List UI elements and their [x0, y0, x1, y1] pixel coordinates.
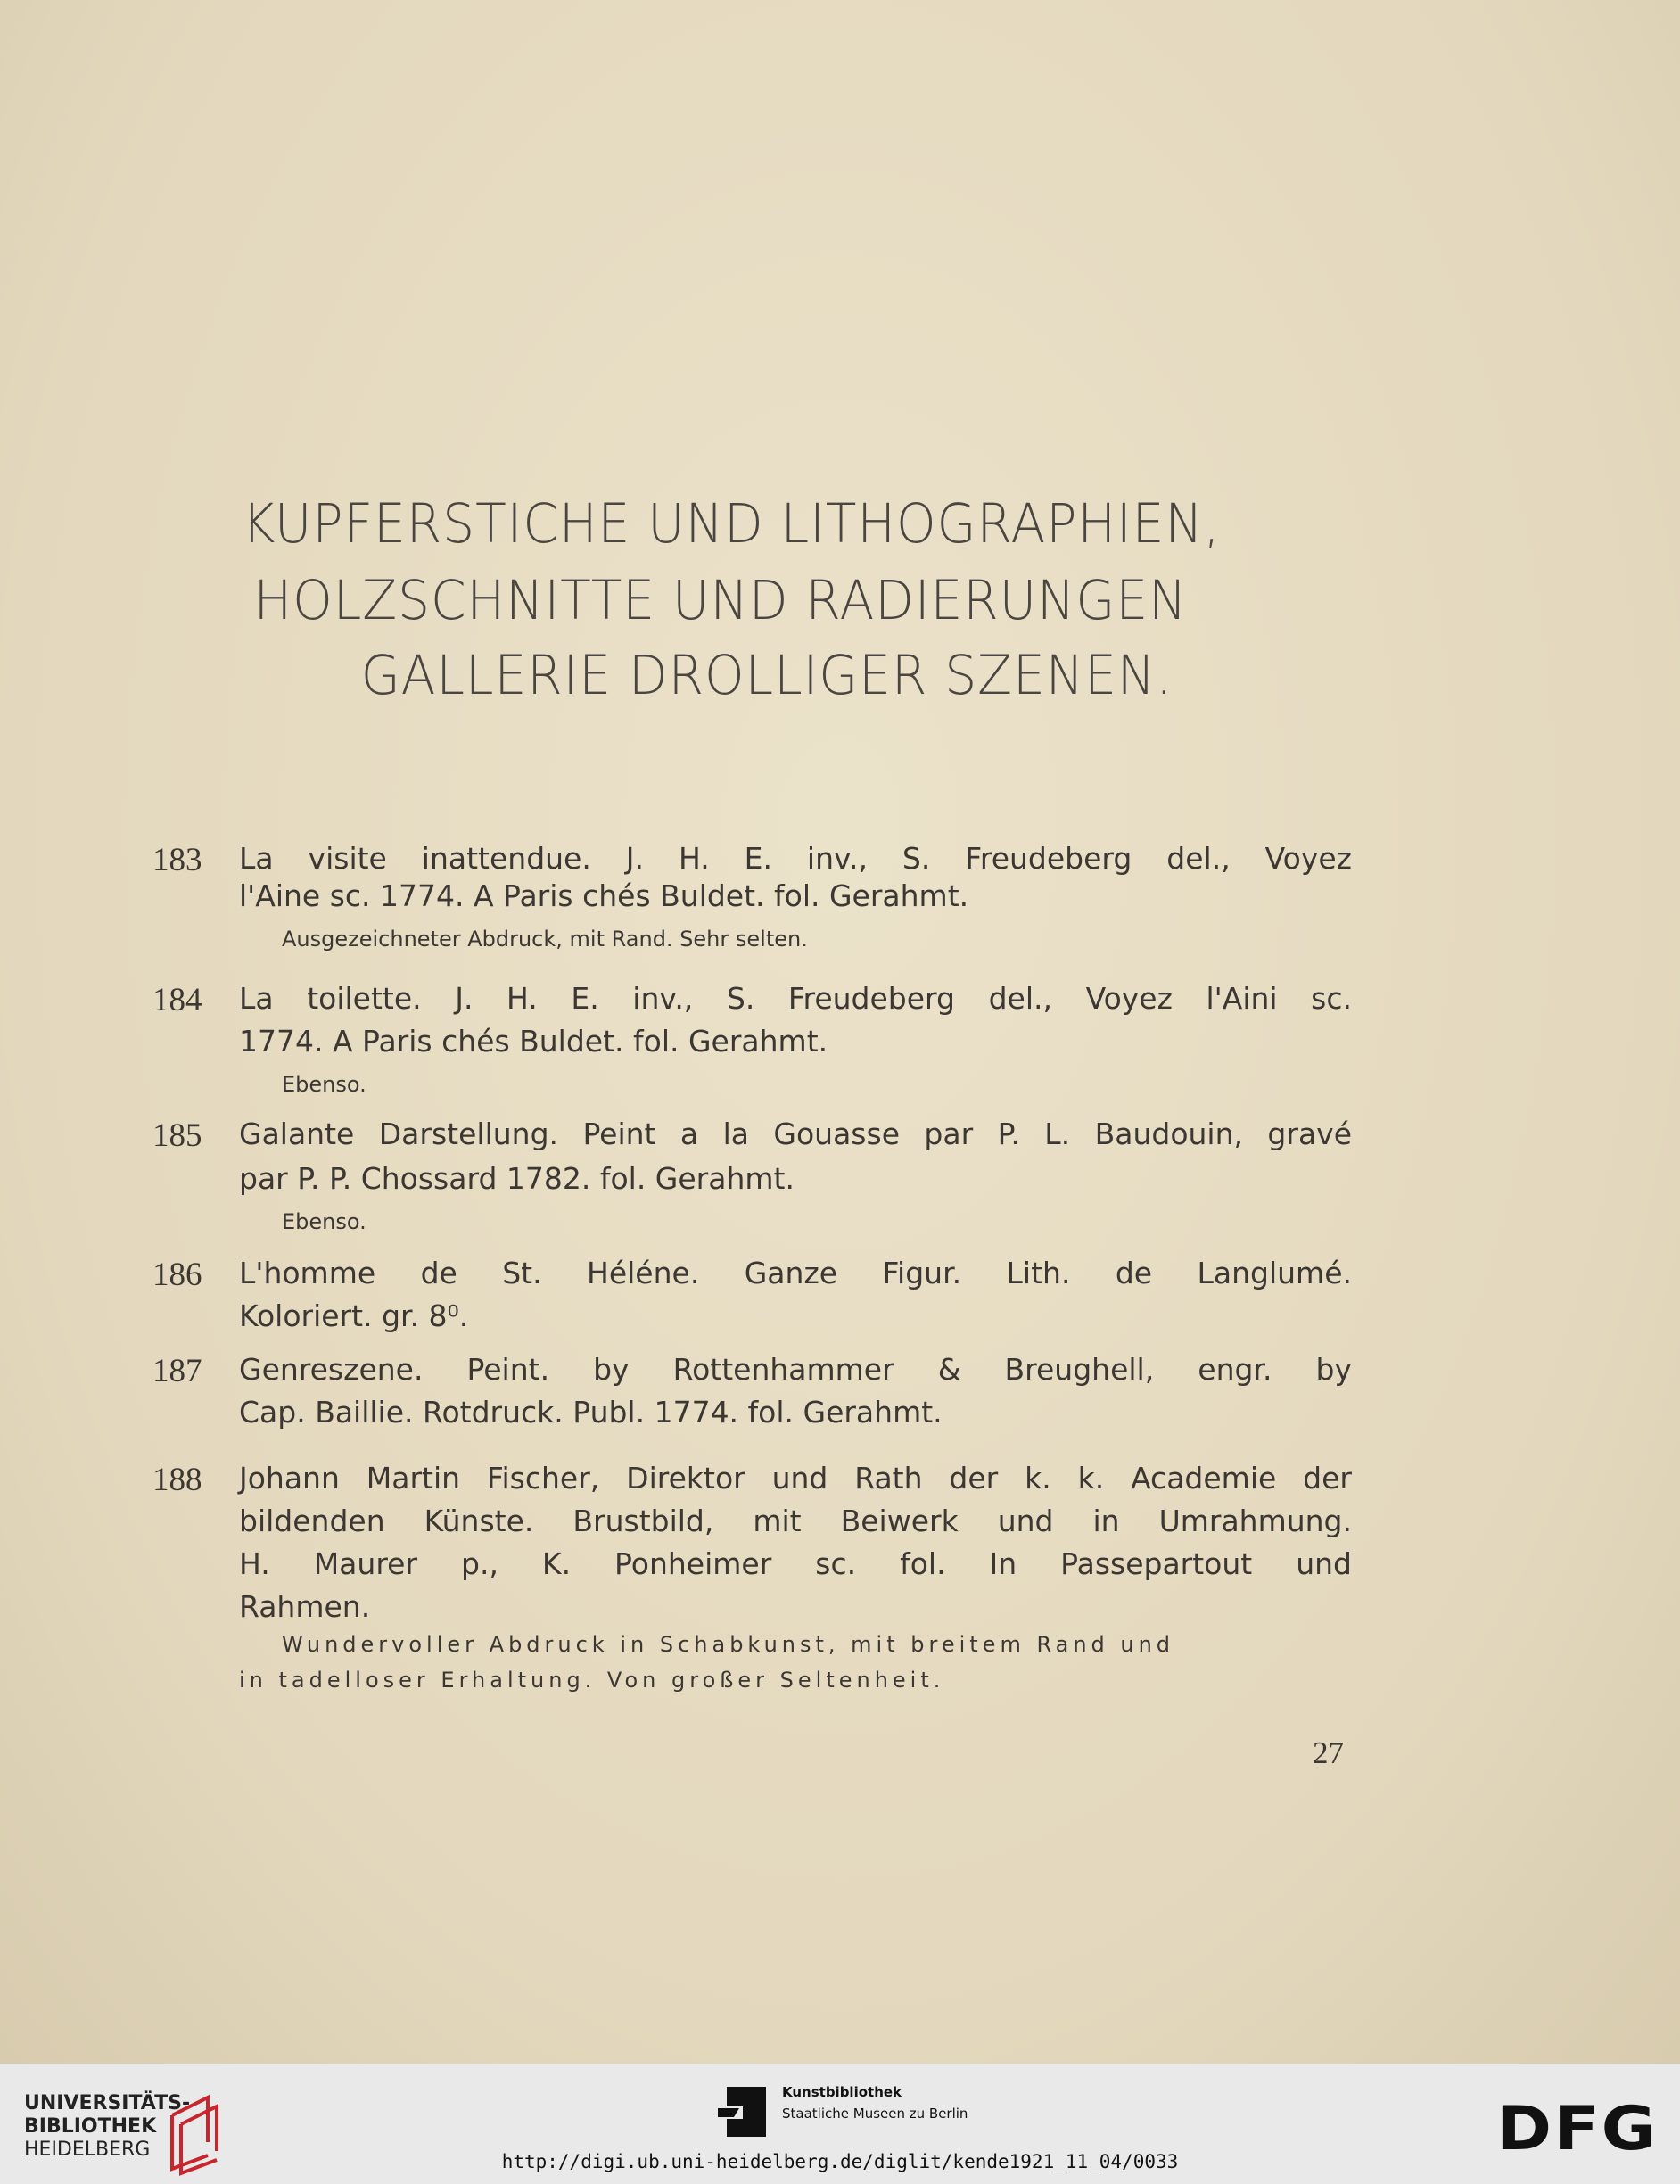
- entry-number: 184: [152, 982, 202, 1018]
- entry-text-line: Johann Martin Fischer, Direktor und Rath der k. k. Academie der: [239, 1461, 1352, 1496]
- entry-text-line: H. Maurer p., K. Ponheimer sc. fol. In Passepartout und: [239, 1546, 1352, 1581]
- ub-logo-line: UNIVERSITÄTS-: [24, 2092, 191, 2114]
- page-number: 27: [1313, 1735, 1344, 1770]
- entry-text-line: L'homme de St. Héléne. Ganze Figur. Lith. de Langlumé.: [239, 1256, 1352, 1290]
- viewer-footer: [0, 2064, 1680, 2184]
- title-line-2: HOLZSCHNITTE UND RADIERUNGEN: [253, 569, 1188, 632]
- entry-text-line: La toilette. J. H. E. inv., S. Freudeberg del., Voyez l'Aini sc.: [239, 981, 1352, 1016]
- entry-note: Ebenso.: [282, 1209, 366, 1234]
- entry-text-line: Koloriert. gr. 8⁰.: [239, 1298, 469, 1333]
- entry-note: Wundervoller Abdruck in Schabkunst, mit breitem Rand und: [282, 1632, 1175, 1657]
- entry-text-line: 1774. A Paris chés Buldet. fol. Gerahmt.: [239, 1024, 828, 1059]
- entry-number: 185: [152, 1117, 202, 1154]
- kunstbibliothek-logo-icon: [716, 2087, 766, 2137]
- entry-number: 187: [152, 1353, 202, 1389]
- entry-text-line: Galante Darstellung. Peint a la Gouasse par P. L. Baudouin, gravé: [239, 1117, 1352, 1151]
- entry-note: Ausgezeichneter Abdruck, mit Rand. Sehr selten.: [282, 927, 808, 952]
- permalink-url[interactable]: http://digi.ub.uni-heidelberg.de/diglit/kende1921_11_04/0033: [501, 2151, 1179, 2172]
- kb-line-2: Staatliche Museen zu Berlin: [782, 2106, 968, 2122]
- entry-text-line: Genreszene. Peint. by Rottenhammer & Breughell, engr. by: [239, 1352, 1352, 1387]
- ub-logo-line: BIBLIOTHEK: [24, 2115, 157, 2138]
- title-line-3: GALLERIE DROLLIGER SZENEN.: [360, 644, 1174, 707]
- entry-text-line: bildenden Künste. Brustbild, mit Beiwerk und in Umrahmung.: [239, 1504, 1352, 1538]
- entry-text-line: Cap. Baillie. Rotdruck. Publ. 1774. fol. Gerahmt.: [239, 1395, 943, 1430]
- kb-line-1: Kunstbibliothek: [782, 2084, 902, 2100]
- entry-text-line: par P. P. Chossard 1782. fol. Gerahmt.: [239, 1161, 795, 1196]
- kunstbibliothek-label[interactable]: [782, 2081, 968, 2124]
- entry-text-line: l'Aine sc. 1774. A Paris chés Buldet. fol. Gerahmt.: [239, 878, 969, 913]
- entry-text-line: La visite inattendue. J. H. E. inv., S. Freudeberg del., Voyez: [239, 841, 1352, 876]
- entry-number: 183: [152, 842, 202, 878]
- entry-note: in tadelloser Erhaltung. Von großer Seltenheit.: [239, 1668, 945, 1693]
- entry-number: 186: [152, 1257, 202, 1293]
- title-line-1: KUPFERSTICHE UND LITHOGRAPHIEN,: [242, 492, 1221, 556]
- entry-number: 188: [152, 1462, 202, 1498]
- dfg-logo[interactable]: DFG: [1496, 2094, 1659, 2164]
- entry-note: Ebenso.: [282, 1072, 366, 1097]
- entry-text-line: Rahmen.: [239, 1589, 371, 1624]
- ub-logo-line: HEIDELBERG: [24, 2139, 151, 2161]
